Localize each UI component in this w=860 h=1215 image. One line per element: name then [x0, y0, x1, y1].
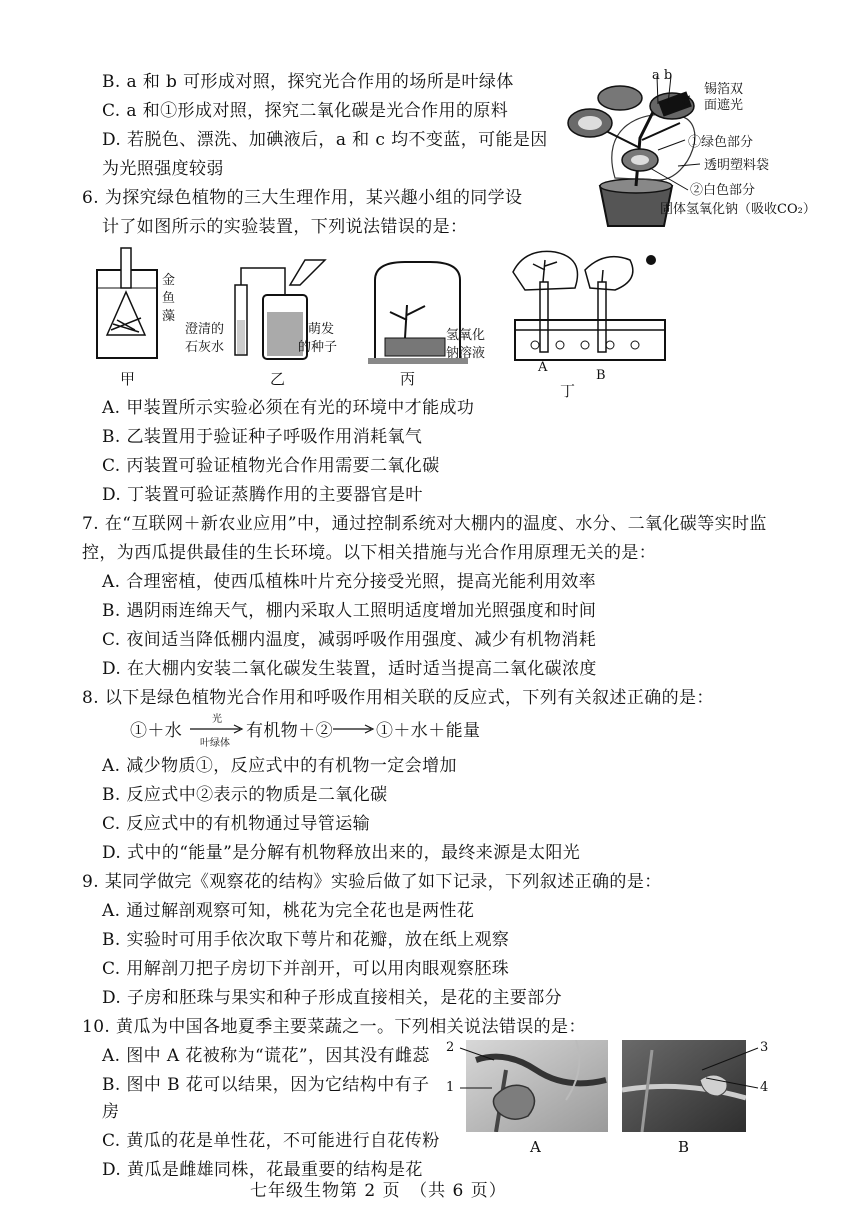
q7-stem-line2: 控，为西瓜提供最佳的生长环境。以下相关措施与光合作用原理无关的是：	[82, 543, 657, 563]
q5-label-foil2: 面遮光	[704, 98, 744, 113]
q10-pointer-lines	[452, 1040, 772, 1100]
q10-option-d: D. 黄瓜是雌雄同株，花最重要的结构是花	[102, 1160, 423, 1180]
q8-option-a: A. 减少物质①，反应式中的有机物一定会增加	[102, 756, 457, 776]
q10-stem: 10. 黄瓜为中国各地夏季主要菜蔬之一。下列相关说法错误的是：	[82, 1017, 586, 1037]
q8-eq-right: ①＋水＋能量	[376, 721, 481, 741]
q5-label-foil1: 锡箔双	[704, 82, 744, 97]
q7-option-d: D. 在大棚内安装二氧化碳发生装置，适时适当提高二氧化碳浓度	[102, 659, 597, 679]
q10-option-b-line2: 房	[102, 1102, 120, 1122]
q10-photo-label-b: B	[678, 1138, 690, 1156]
q9-option-d: D. 子房和胚珠与果实和种子形成直接相关，是花的主要部分	[102, 988, 563, 1008]
q5-option-b: B. a 和 b 可形成对照，探究光合作用的场所是叶绿体	[102, 72, 514, 92]
q8-eq-arrow-bottom: 叶绿体	[200, 738, 230, 749]
q6-label-naoh-1: 氢氧化	[446, 328, 486, 343]
q10-option-a: A. 图中 A 花被称为“谎花”，因其没有雌蕊	[102, 1046, 430, 1066]
q5-label-bag: 透明塑料袋	[704, 158, 770, 173]
q9-option-a: A. 通过解剖观察可知，桃花为完全花也是两性花	[102, 901, 475, 921]
q10-photo-label-a: A	[530, 1138, 541, 1156]
q5-label-green: ①绿色部分	[688, 135, 754, 150]
q5-label-white: ②白色部分	[690, 183, 756, 198]
q6-label-limewater-1: 澄清的	[185, 322, 225, 337]
q10-label-1: 1	[446, 1080, 455, 1095]
q6-label-jia: 甲	[120, 370, 136, 388]
q6-option-c: C. 丙装置可验证植物光合作用需要二氧化碳	[102, 456, 440, 476]
q6-label-seeds-2: 的种子	[298, 340, 338, 355]
q10-option-c: C. 黄瓜的花是单性花，不可能进行自花传粉	[102, 1131, 440, 1151]
q10-label-4: 4	[760, 1080, 769, 1095]
q10-option-b-line1: B. 图中 B 花可以结果，因为它结构中有子	[102, 1075, 430, 1095]
q7-stem-line1: 7. 在“互联网＋新农业应用”中，通过控制系统对大棚内的温度、水分、二氧化碳等实时监	[82, 514, 767, 534]
q5-option-d-line2: 为光照强度较弱	[102, 159, 224, 179]
q8-eq-arrow-1	[190, 724, 244, 734]
q9-stem: 9. 某同学做完《观察花的结构》实验后做了如下记录，下列叙述正确的是：	[82, 872, 662, 892]
q6-label-yi: 乙	[270, 370, 286, 388]
q8-stem: 8. 以下是绿色植物光合作用和呼吸作用相关联的反应式，下列有关叙述正确的是：	[82, 688, 714, 708]
q7-option-a: A. 合理密植，使西瓜植株叶片充分接受光照，提高光能利用效率	[102, 572, 597, 592]
q6-label-goldfish-1: 金	[162, 273, 176, 288]
q6-label-ding: 丁	[560, 382, 576, 400]
q8-option-c: C. 反应式中的有机物通过导管运输	[102, 814, 371, 834]
q6-option-a: A. 甲装置所示实验必须在有光的环境中才能成功	[102, 398, 475, 418]
q9-option-b: B. 实验时可用手依次取下萼片和花瓣，放在纸上观察	[102, 930, 510, 950]
q6-label-limewater-2: 石灰水	[185, 340, 225, 355]
q6-stem-line1: 6. 为探究绿色植物的三大生理作用，某兴趣小组的同学设	[82, 188, 523, 208]
q5-label-naoh: 固体氢氧化钠（吸收CO₂）	[660, 202, 816, 217]
q10-label-2: 2	[446, 1040, 455, 1055]
q8-eq-arrow-2	[333, 724, 375, 734]
q7-option-b: B. 遇阴雨连绵天气，棚内采取人工照明适度增加光照强度和时间	[102, 601, 597, 621]
q6-label-naoh-2: 钠溶液	[446, 346, 486, 361]
q6-option-b: B. 乙装置用于验证种子呼吸作用消耗氧气	[102, 427, 423, 447]
q6-option-d: D. 丁装置可验证蒸腾作用的主要器官是叶	[102, 485, 423, 505]
q6-stem-line2: 计了如图所示的实验装置，下列说法错误的是：	[102, 217, 468, 237]
q9-option-c: C. 用解剖刀把子房切下并剖开，可以用肉眼观察胚珠	[102, 959, 510, 979]
q6-label-tube-a: A	[538, 360, 548, 375]
q6-label-seeds-1: 萌发	[308, 322, 335, 337]
q7-option-c: C. 夜间适当降低棚内温度，减弱呼吸作用强度、减少有机物消耗	[102, 630, 597, 650]
q5-label-c: c	[682, 94, 690, 109]
q5-option-d-line1: D. 若脱色、漂洗、加碘液后，a 和 c 均不变蓝，可能是因	[102, 130, 548, 150]
q8-eq-left: ①＋水	[130, 721, 183, 741]
q8-eq-mid: 有机物＋②	[246, 721, 333, 741]
q8-option-b: B. 反应式中②表示的物质是二氧化碳	[102, 785, 388, 805]
q6-label-goldfish-2: 鱼	[162, 291, 176, 306]
q5-label-ab: a b	[652, 68, 673, 83]
q8-option-d: D. 式中的“能量”是分解有机物释放出来的，最终来源是太阳光	[102, 843, 581, 863]
q10-label-3: 3	[760, 1040, 769, 1055]
q8-eq-arrow-top: 光	[212, 714, 222, 725]
q6-label-bing: 丙	[400, 370, 416, 388]
q6-label-goldfish-3: 藻	[162, 309, 176, 324]
page-footer: 七年级生物第 2 页 （共 6 页）	[250, 1181, 507, 1201]
q6-label-tube-b: B	[596, 368, 606, 383]
q5-option-c: C. a 和①形成对照，探究二氧化碳是光合作用的原料	[102, 101, 509, 121]
